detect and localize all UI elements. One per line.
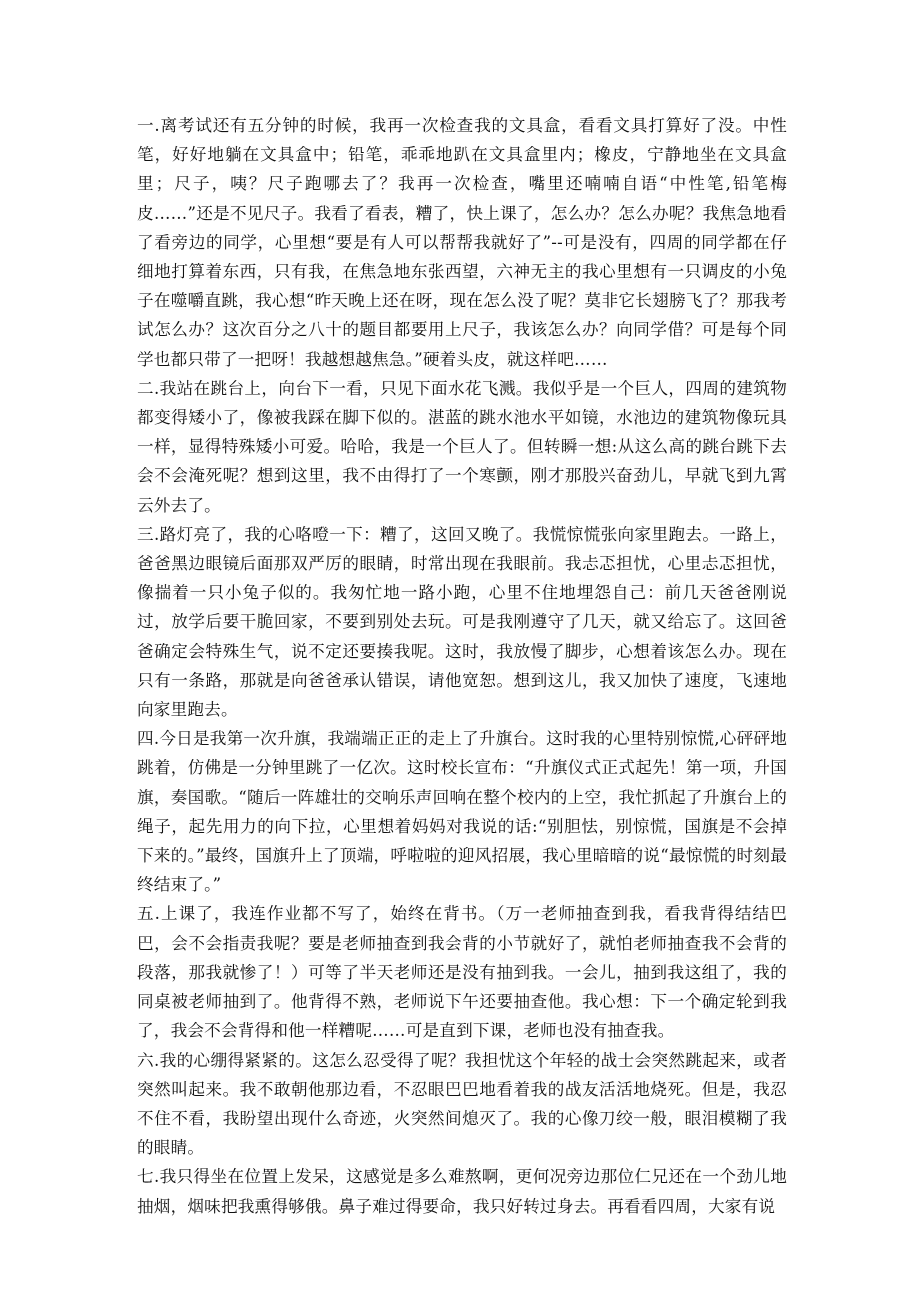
paragraph-3: 三.路灯亮了，我的心咯噔一下：糟了，这回又晚了。我慌惊慌张向家里跑去。一路上，爸爸黑边眼镜后面那双严厉的眼睛，时常出现在我眼前。我忐忑担忧，心里忐忑担忧，像揣着一只小兔子似的。我匆忙地一路小跑，心里不住地埋怨自己：前几天爸爸刚说过，放学后要干脆回家，不要到别处去玩。可是我刚遵守了几天，就又给忘了。这回爸爸确定会特殊生气，说不定还要揍我呢。这时，我放慢了脚步，心想着该怎么办。现在只有一条路，那就是向爸爸承认错误，请他宽恕。想到这儿，我又加快了速度，飞速地向家里跑去。 (137, 524, 787, 720)
paragraph-7: 七.我只得坐在位置上发呆，这感觉是多么难熬啊，更何况旁边那位仁兄还在一个劲儿地抽烟，烟味把我熏得够俄。鼻子难过得要命，我只好转过身去。再看看四周，大家有说 (137, 1167, 787, 1216)
paragraph-4: 四.今日是我第一次升旗，我端端正正的走上了升旗台。这时我的心里特别惊慌,心砰砰地跳着，仿佛是一分钟里跳了一亿次。这时校长宣布：“升旗仪式正式起先！第一项，升国旗，奏国歌。“随后一阵雄壮的交响乐声回响在整个校内的上空，我忙抓起了升旗台上的绳子，起先用力的向下拉，心里想着妈妈对我说的话:“别胆怯，别惊慌，国旗是不会掉下来的。”最终，国旗升上了顶端，呼啦啦的迎风招展，我心里暗暗的说“最惊慌的时刻最终结束了。” (137, 729, 787, 895)
document-body (137, 111, 787, 1221)
paragraph-5: 五.上课了，我连作业都不写了，始终在背书。（万一老师抽查到我，看我背得结结巴巴，会不会指责我呢？要是老师抽查到我会背的小节就好了，就怕老师抽查我不会背的段落，那我就惨了！）可等了半天老师还是没有抽到我。一会儿，抽到我这组了，我的同桌被老师抽到了。他背得不熟，老师说下午还要抽查他。我心想：下一个确定轮到我了，我会不会背得和他一样糟呢……可是直到下课，老师也没有抽查我。 (137, 904, 787, 1041)
paragraph-1: 一.离考试还有五分钟的时候，我再一次检查我的文具盒，看看文具打算好了没。中性笔，好好地躺在文具盒中；铅笔，乖乖地趴在文具盒里内；橡皮，宁静地坐在文具盒里；尺子，咦？尺子跑哪去了？我再一次检查，嘴里还喃喃自语“中性笔,铅笔梅皮……”还是不见尺子。我看了看表，糟了，快上课了，怎么办？怎么办呢？我焦急地看了看旁边的同学，心里想“要是有人可以帮帮我就好了”--可是没有，四周的同学都在仔细地打算着东西，只有我，在焦急地东张西望，六神无主的我心里想有一只调皮的小兔子在噬嚼直跳，我心想“昨天晚上还在呀，现在怎么没了呢？莫非它长翅膀飞了？那我考试怎么办？这次百分之八十的题目都要用上尺子，我该怎么办？向同学借？可是每个同学也都只带了一把呀！我越想越焦急。”硬着头皮，就这样吧…… (137, 116, 787, 369)
paragraph-2: 二.我站在跳台上，向台下一看，只见下面水花飞溅。我似乎是一个巨人，四周的建筑物都变得矮小了，像被我踩在脚下似的。湛蓝的跳水池水平如镜，水池边的建筑物像玩具一样，显得特殊矮小可爱。哈哈，我是一个巨人了。但转瞬一想:从这么高的跳台跳下去会不会淹死呢？想到这里，我不由得打了一个寒颤，刚才那股兴奋劲儿，早就飞到九霄云外去了。 (137, 378, 787, 515)
paragraph-6: 六.我的心绷得紧紧的。这怎么忍受得了呢？我担忧这个年轻的战士会突然跳起来，或者突然叫起来。我不敢朝他那边看，不忍眼巴巴地看着我的战友活活地烧死。但是，我忍不住不看，我盼望出现什么奇迹，火突然间熄灭了。我的心像刀绞一般，眼泪模糊了我的眼睛。 (137, 1050, 787, 1158)
